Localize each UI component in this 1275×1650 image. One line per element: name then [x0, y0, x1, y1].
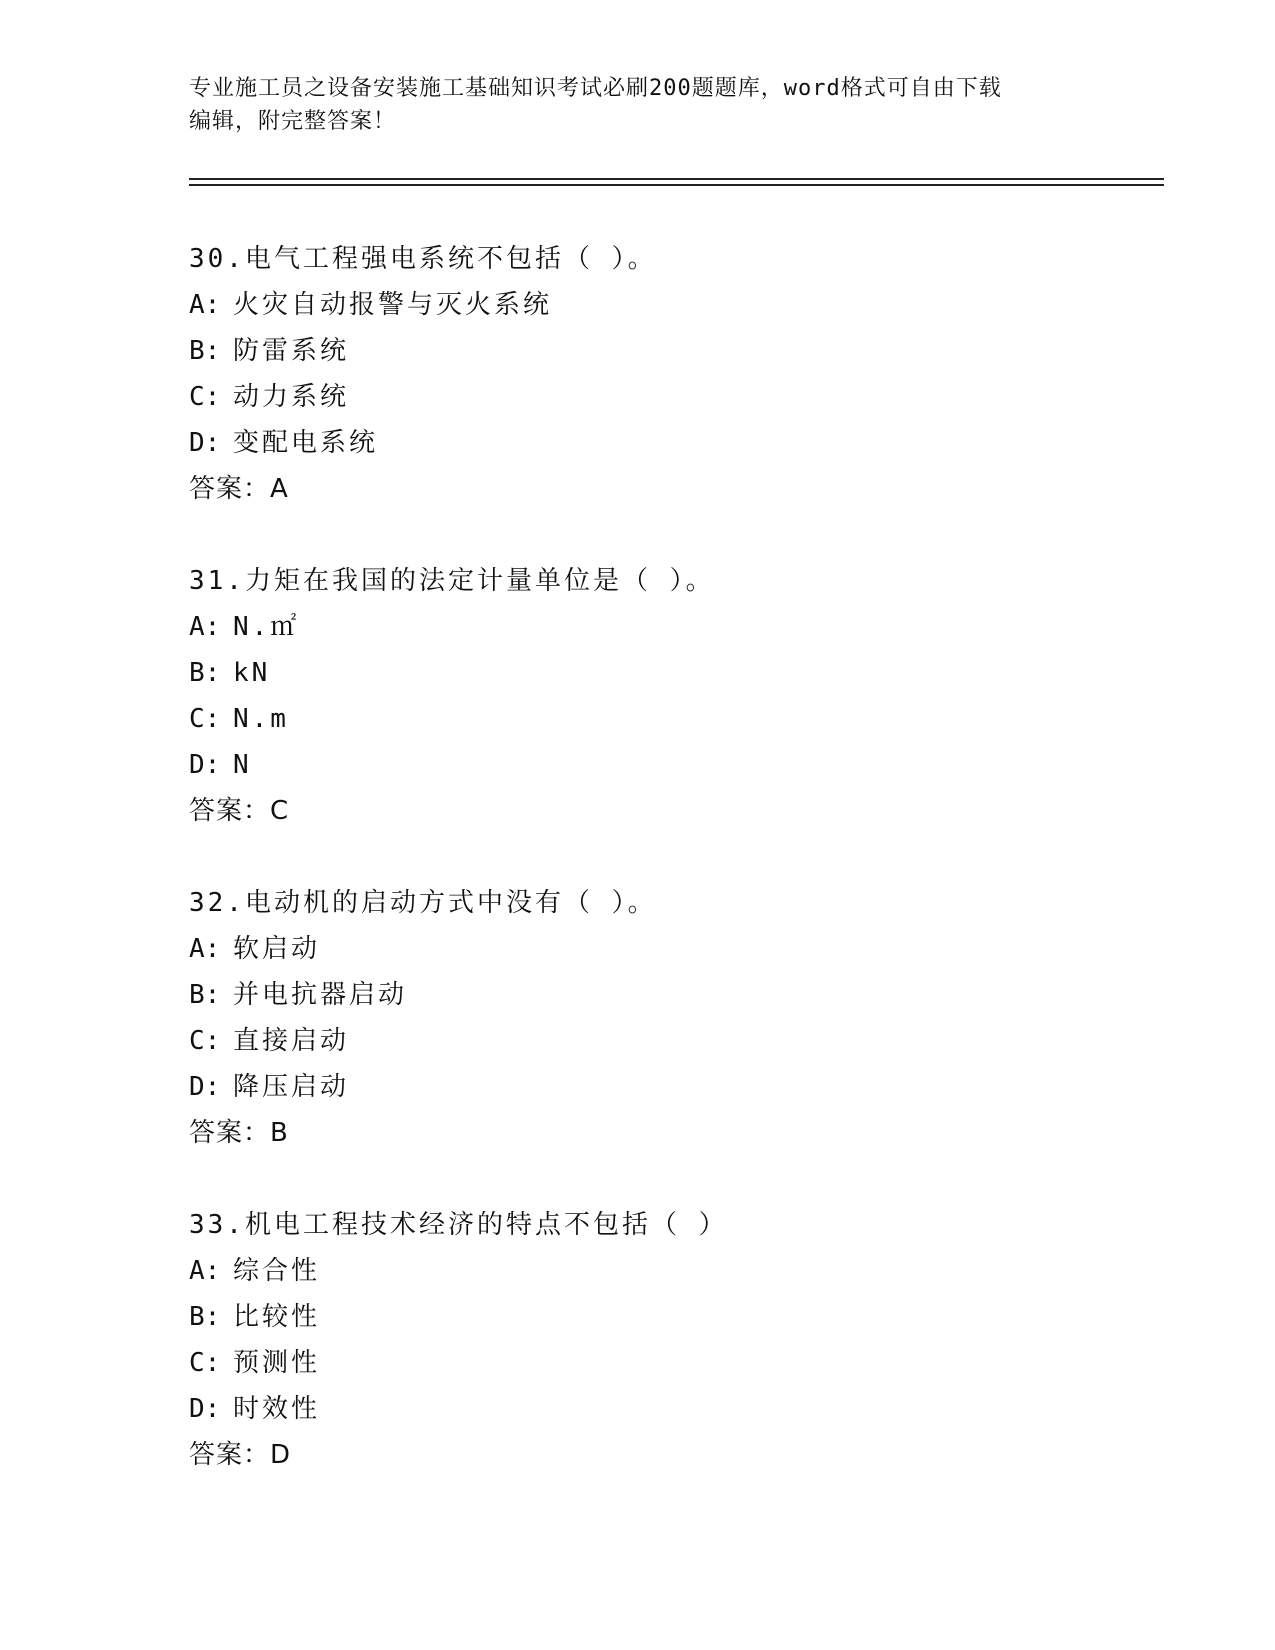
header-divider-bottom	[189, 184, 1164, 186]
option-a	[189, 604, 1149, 650]
question-30	[189, 236, 1149, 512]
option-key: C:	[189, 1026, 221, 1056]
option-key: C:	[189, 382, 221, 412]
option-text: 变配电系统	[233, 428, 379, 458]
option-key: A:	[189, 934, 221, 964]
option-text: N.m	[233, 704, 289, 734]
option-text: 防雷系统	[233, 336, 350, 366]
option-key: D:	[189, 1072, 221, 1102]
question-stem: 32.电动机的启动方式中没有（ ）。	[189, 888, 657, 918]
option-text: N	[233, 750, 252, 780]
option-key: A:	[189, 1256, 221, 1286]
answer: 答案：C	[189, 796, 290, 826]
option-key: A:	[189, 612, 221, 642]
option-text: 降压启动	[233, 1072, 350, 1102]
header-line-1: 专业施工员之设备安装施工基础知识考试必刷200题题库，word格式可自由下载	[189, 76, 1002, 101]
option-key: D:	[189, 750, 221, 780]
option-text: 比较性	[233, 1302, 321, 1332]
option-text: 直接启动	[233, 1026, 350, 1056]
option-b	[189, 328, 1149, 374]
header-divider-top	[189, 178, 1164, 180]
question-stem: 30.电气工程强电系统不包括（ ）。	[189, 244, 657, 274]
document-header	[189, 72, 1089, 138]
option-b	[189, 972, 1149, 1018]
question-32	[189, 880, 1149, 1156]
option-b	[189, 1294, 1149, 1340]
option-text: 火灾自动报警与灭火系统	[233, 290, 553, 320]
option-text: 综合性	[233, 1256, 321, 1286]
option-a	[189, 926, 1149, 972]
option-d	[189, 420, 1149, 466]
option-key: C:	[189, 704, 221, 734]
answer: 答案：B	[189, 1118, 289, 1148]
option-c	[189, 374, 1149, 420]
option-text: N.㎡	[233, 612, 300, 642]
answer: 答案：A	[189, 474, 289, 504]
question-33	[189, 1202, 1149, 1478]
answer: 答案：D	[189, 1440, 292, 1470]
option-b	[189, 650, 1149, 696]
option-a	[189, 1248, 1149, 1294]
option-d	[189, 1386, 1149, 1432]
option-key: B:	[189, 980, 221, 1010]
option-text: kN	[233, 658, 271, 688]
option-key: C:	[189, 1348, 221, 1378]
option-d	[189, 1064, 1149, 1110]
option-c	[189, 1018, 1149, 1064]
option-text: 并电抗器启动	[233, 980, 408, 1010]
option-key: B:	[189, 658, 221, 688]
option-c	[189, 696, 1149, 742]
option-key: D:	[189, 428, 221, 458]
option-text: 软启动	[233, 934, 321, 964]
option-key: B:	[189, 336, 221, 366]
option-a	[189, 282, 1149, 328]
question-list	[189, 236, 1149, 1524]
option-d	[189, 742, 1149, 788]
question-stem: 33.机电工程技术经济的特点不包括（ ）	[189, 1210, 728, 1240]
option-key: A:	[189, 290, 221, 320]
option-text: 预测性	[233, 1348, 321, 1378]
option-c	[189, 1340, 1149, 1386]
header-line-2: 编辑，附完整答案！	[189, 109, 397, 134]
option-key: B:	[189, 1302, 221, 1332]
question-31	[189, 558, 1149, 834]
option-key: D:	[189, 1394, 221, 1424]
option-text: 时效性	[233, 1394, 321, 1424]
question-stem: 31.力矩在我国的法定计量单位是（ ）。	[189, 566, 715, 596]
option-text: 动力系统	[233, 382, 350, 412]
